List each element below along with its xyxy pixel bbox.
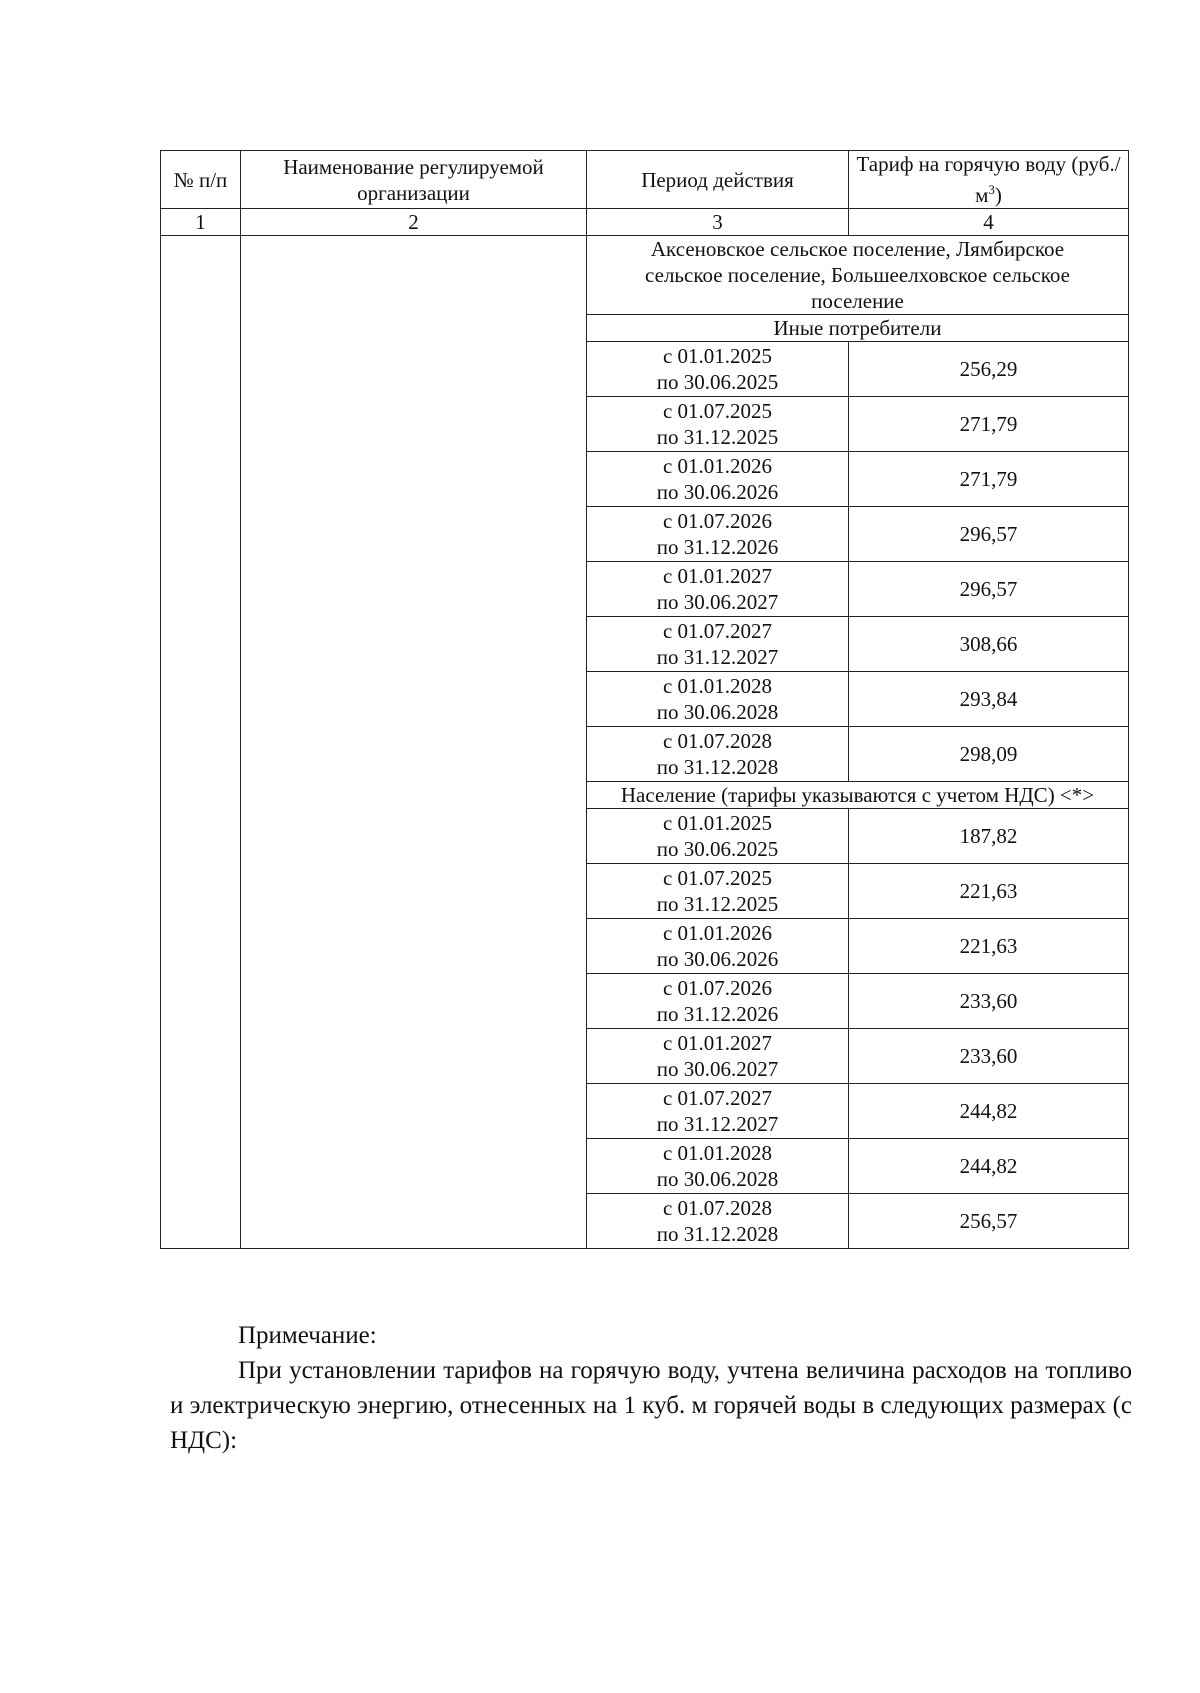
tariff-value: 187,82	[849, 809, 1129, 864]
period-from: с 01.07.2026	[662, 509, 773, 533]
period-cell	[587, 1084, 849, 1139]
period-cell	[587, 864, 849, 919]
period-to: по 30.06.2028	[656, 700, 779, 724]
period-from: с 01.01.2025	[662, 811, 773, 835]
tariff-value: 271,79	[849, 397, 1129, 452]
category-title: Население (тарифы указываются с учетом НДС) <*>	[587, 782, 1129, 809]
period-to: по 30.06.2027	[656, 1057, 779, 1081]
period-cell	[587, 1139, 849, 1194]
period-cell	[587, 562, 849, 617]
period-from: с 01.01.2026	[662, 454, 773, 478]
period-from: с 01.07.2027	[662, 619, 773, 643]
period-to: по 31.12.2026	[656, 535, 779, 559]
tariff-value: 233,60	[849, 974, 1129, 1029]
tariff-value: 296,57	[849, 562, 1129, 617]
tariff-value: 221,63	[849, 919, 1129, 974]
period-cell	[587, 672, 849, 727]
period-to: по 30.06.2025	[656, 837, 779, 861]
period-cell	[587, 1194, 849, 1249]
tariff-value: 244,82	[849, 1139, 1129, 1194]
column-number: 2	[241, 209, 587, 236]
note-text: При установлении тарифов на горячую воду, учтена величина расходов на топливо и электрическую энергию, отнесенных на 1 куб. м горячей воды в следующих размерах (с НДС):	[170, 1357, 1132, 1454]
tariff-value: 256,57	[849, 1194, 1129, 1249]
period-from: с 01.01.2025	[662, 344, 773, 368]
tariff-value: 293,84	[849, 672, 1129, 727]
table-header-row	[161, 151, 1129, 209]
period-from: с 01.07.2027	[662, 1086, 773, 1110]
table-body	[161, 236, 1129, 1249]
period-cell	[587, 1029, 849, 1084]
period-cell	[587, 919, 849, 974]
header-tariff-end: )	[994, 183, 1002, 207]
period-to: по 30.06.2026	[656, 947, 779, 971]
period-to: по 31.12.2028	[656, 1222, 779, 1246]
period-from: с 01.07.2028	[662, 1196, 773, 1220]
period-from: с 01.07.2025	[662, 399, 773, 423]
period-to: по 31.12.2025	[656, 892, 779, 916]
period-cell	[587, 617, 849, 672]
period-to: по 30.06.2027	[656, 590, 779, 614]
category-title: Иные потребители	[587, 315, 1129, 342]
period-from: с 01.01.2026	[662, 921, 773, 945]
period-from: с 01.01.2027	[662, 564, 773, 588]
period-from: с 01.01.2028	[662, 1141, 773, 1165]
period-from: с 01.07.2026	[662, 976, 773, 1000]
tariff-value: 256,29	[849, 342, 1129, 397]
region-row	[161, 236, 1129, 315]
region-name: Аксеновское сельское поселение, Лямбирское сельское поселение, Большеелховское сельское поселение	[587, 236, 1129, 315]
tariff-value: 296,57	[849, 507, 1129, 562]
header-organization: Наименование регулируемой организации	[241, 151, 587, 209]
tariff-value: 298,09	[849, 727, 1129, 782]
tariff-value: 244,82	[849, 1084, 1129, 1139]
period-to: по 31.12.2026	[656, 1002, 779, 1026]
period-to: по 30.06.2026	[656, 480, 779, 504]
period-to: по 31.12.2027	[656, 645, 779, 669]
tariff-value: 233,60	[849, 1029, 1129, 1084]
period-to: по 30.06.2025	[656, 370, 779, 394]
header-period: Период действия	[587, 151, 849, 209]
cell-organization-empty	[241, 236, 587, 1249]
tariff-table	[160, 150, 1129, 1249]
column-number: 3	[587, 209, 849, 236]
header-tariff-superscript: 3	[988, 182, 995, 197]
period-cell	[587, 342, 849, 397]
period-cell	[587, 452, 849, 507]
header-tariff	[849, 151, 1129, 209]
period-cell	[587, 809, 849, 864]
period-to: по 30.06.2028	[656, 1167, 779, 1191]
period-cell	[587, 727, 849, 782]
period-from: с 01.07.2025	[662, 866, 773, 890]
period-to: по 31.12.2025	[656, 425, 779, 449]
period-cell	[587, 507, 849, 562]
column-number: 4	[849, 209, 1129, 236]
period-to: по 31.12.2027	[656, 1112, 779, 1136]
header-number: № п/п	[161, 151, 241, 209]
tariff-value: 221,63	[849, 864, 1129, 919]
period-from: с 01.01.2028	[662, 674, 773, 698]
column-number: 1	[161, 209, 241, 236]
period-cell	[587, 397, 849, 452]
period-from: с 01.01.2027	[662, 1031, 773, 1055]
period-cell	[587, 974, 849, 1029]
tariff-value: 271,79	[849, 452, 1129, 507]
tariff-value: 308,66	[849, 617, 1129, 672]
header-tariff-text: Тариф на горячую воду (руб./м	[856, 152, 1121, 207]
period-from: с 01.07.2028	[662, 729, 773, 753]
column-number-row	[161, 209, 1129, 236]
cell-number-empty	[161, 236, 241, 1249]
period-to: по 31.12.2028	[656, 755, 779, 779]
note-title: Примечание:	[238, 1322, 377, 1349]
